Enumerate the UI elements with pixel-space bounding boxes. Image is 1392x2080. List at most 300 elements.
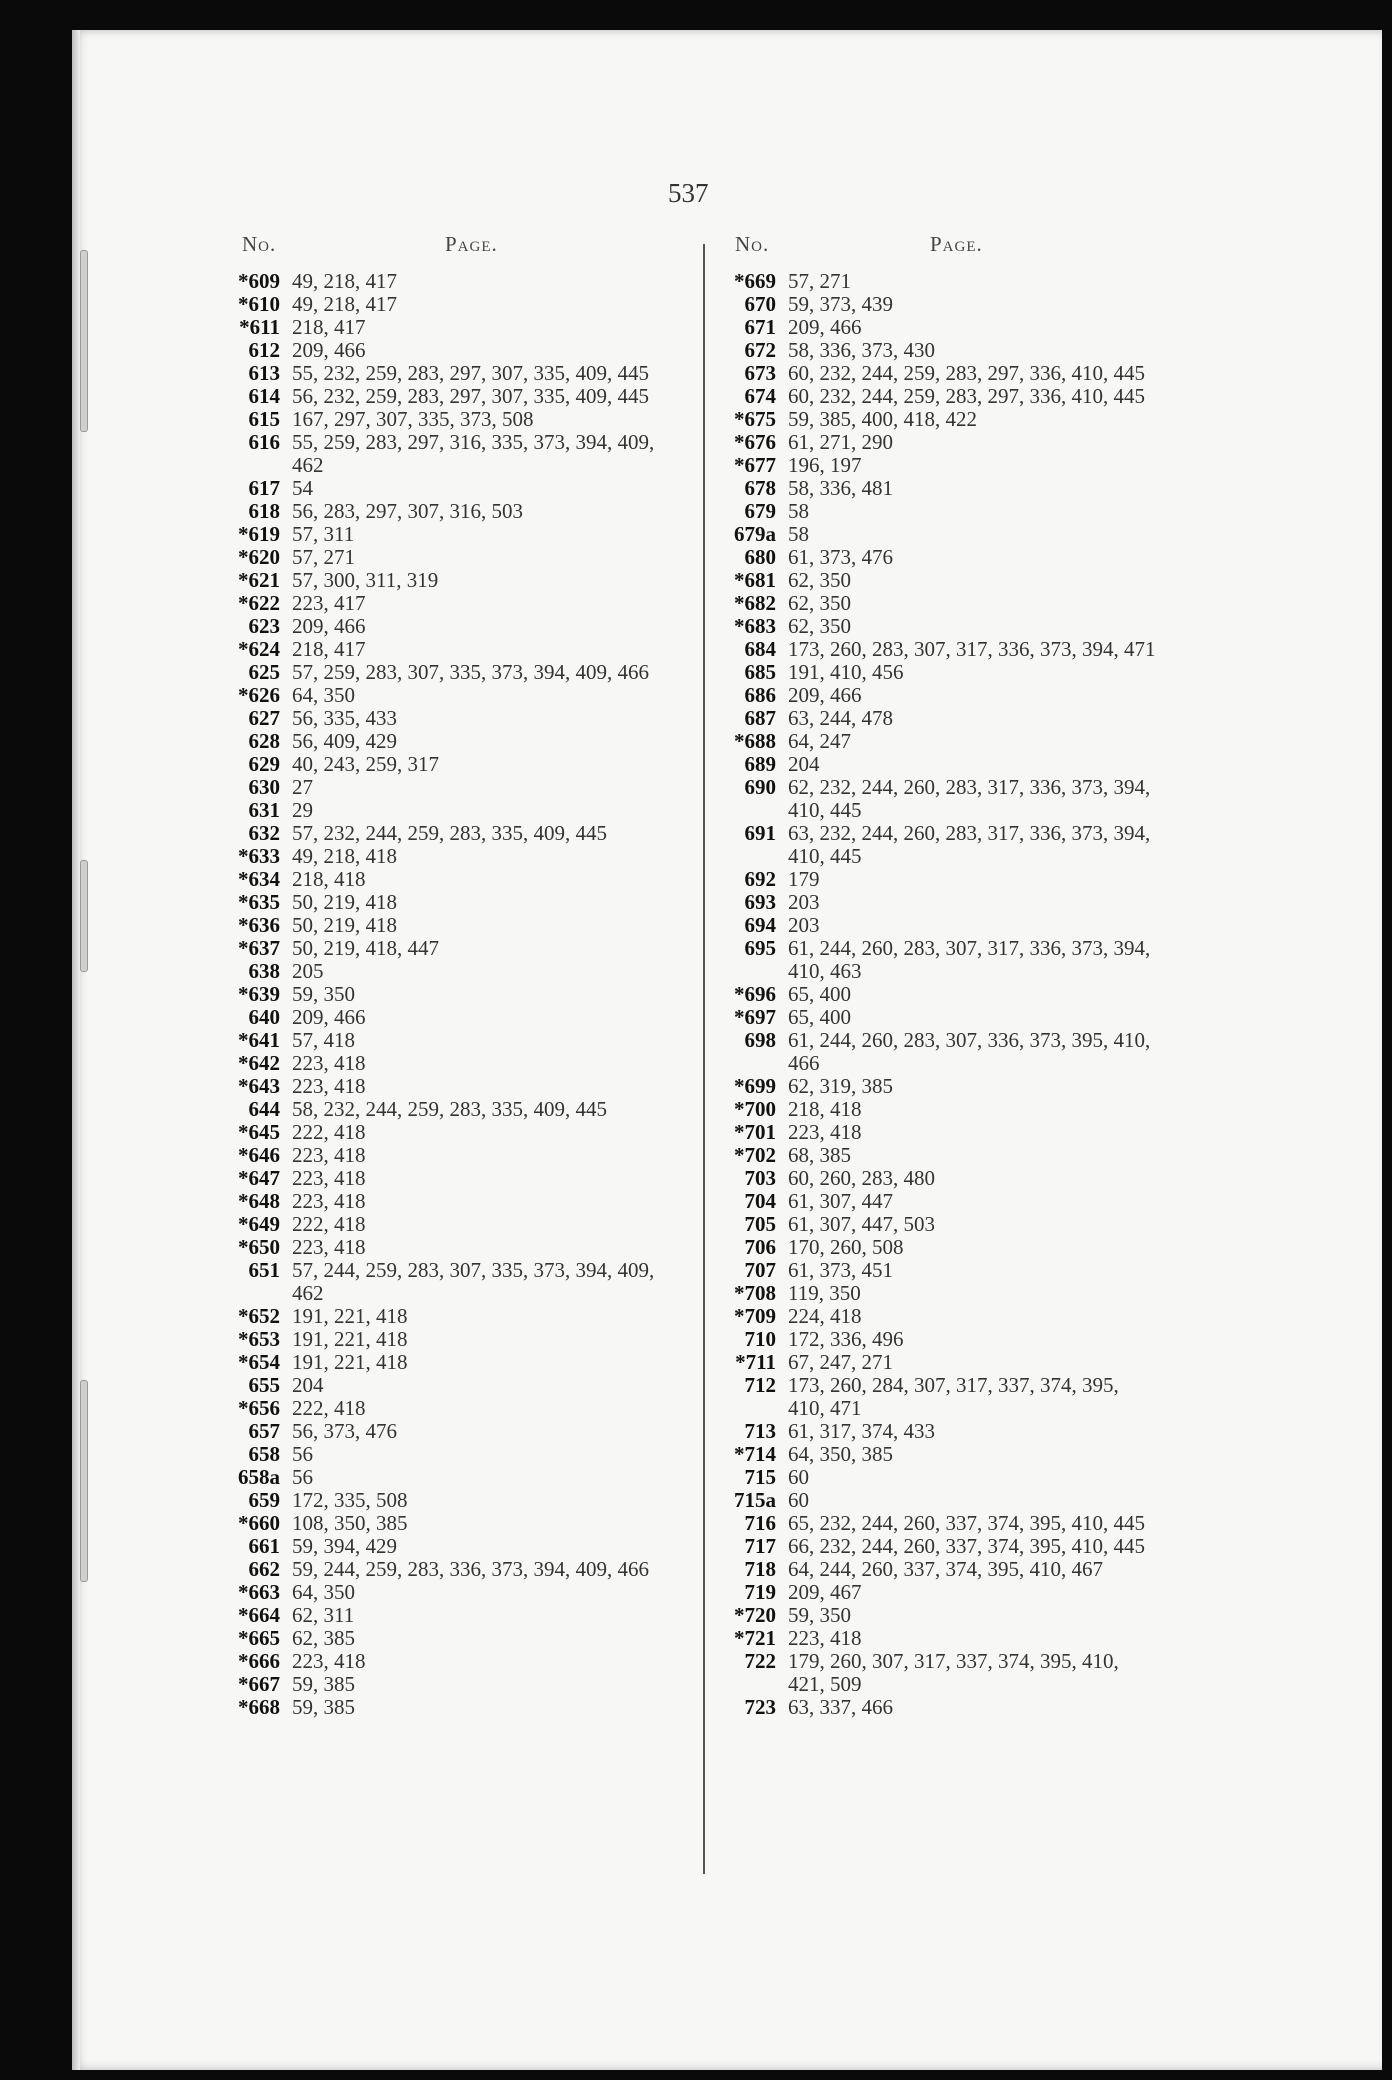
entry-pages: 57, 300, 311, 319 (292, 568, 439, 592)
entry-number: 661 (248, 1534, 280, 1558)
entry-pages: 40, 243, 259, 317 (292, 752, 439, 776)
entry-number: 644 (248, 1097, 280, 1121)
entry-pages: 59, 385, 400, 418, 422 (788, 407, 977, 431)
entry-pages: 59, 350 (292, 982, 355, 1006)
index-entry (718, 1121, 1158, 1144)
entry-pages: 191, 221, 418 (292, 1350, 408, 1374)
entry-pages: 205 (292, 959, 324, 983)
index-entry (718, 1075, 1158, 1098)
entry-pages: 62, 311 (292, 1603, 355, 1627)
entry-pages: 57, 311 (292, 522, 355, 546)
index-entry (222, 1121, 662, 1144)
entry-pages: 68, 385 (788, 1143, 851, 1167)
entry-pages: 65, 400 (788, 1005, 851, 1029)
entry-number: 695 (744, 936, 776, 960)
entry-number: 717 (744, 1534, 776, 1558)
entry-pages: 179, 260, 307, 317, 337, 374, 395, 410, 421, 509 (788, 1649, 1119, 1696)
index-entry (222, 799, 662, 822)
entry-pages: 218, 418 (788, 1097, 862, 1121)
entry-pages: 209, 467 (788, 1580, 862, 1604)
entry-number: 679 (744, 499, 776, 523)
index-entry (718, 1282, 1158, 1305)
index-entry (222, 638, 662, 661)
entry-number: *635 (238, 890, 280, 914)
index-entry (718, 730, 1158, 753)
entry-pages: 61, 244, 260, 283, 307, 336, 373, 395, 410, 466 (788, 1028, 1151, 1075)
entry-pages: 62, 319, 385 (788, 1074, 893, 1098)
entry-pages: 56 (292, 1465, 313, 1489)
index-entry (222, 1512, 662, 1535)
index-entry (718, 822, 1158, 868)
entry-pages: 59, 244, 259, 283, 336, 373, 394, 409, 466 (292, 1557, 649, 1581)
index-entry (718, 1190, 1158, 1213)
entry-number: 629 (248, 752, 280, 776)
index-entry (222, 1535, 662, 1558)
entry-number: 687 (744, 706, 776, 730)
entry-number: 719 (744, 1580, 776, 1604)
entry-pages: 65, 232, 244, 260, 337, 374, 395, 410, 445 (788, 1511, 1145, 1535)
index-entry (222, 339, 662, 362)
entry-number: *720 (734, 1603, 776, 1627)
entry-number: 690 (744, 775, 776, 799)
entry-number: *677 (734, 453, 776, 477)
entry-pages: 203 (788, 913, 820, 937)
entry-pages: 223, 418 (292, 1074, 366, 1098)
entry-number: 674 (744, 384, 776, 408)
index-entry (222, 1305, 662, 1328)
entry-number: 689 (744, 752, 776, 776)
entry-pages: 62, 385 (292, 1626, 355, 1650)
entry-number: 614 (248, 384, 280, 408)
entry-pages: 59, 385 (292, 1672, 355, 1696)
entry-pages: 108, 350, 385 (292, 1511, 408, 1535)
index-entry (222, 592, 662, 615)
index-entry (718, 1374, 1158, 1420)
index-entry (718, 431, 1158, 454)
entry-pages: 50, 219, 418 (292, 890, 397, 914)
entry-number: 613 (248, 361, 280, 385)
entry-number: *666 (238, 1649, 280, 1673)
entry-pages: 49, 218, 417 (292, 269, 397, 293)
entry-pages: 66, 232, 244, 260, 337, 374, 395, 410, 445 (788, 1534, 1145, 1558)
index-entry (222, 1466, 662, 1489)
entry-number: *665 (238, 1626, 280, 1650)
entry-number: *637 (238, 936, 280, 960)
entry-number: *634 (238, 867, 280, 891)
index-entry (222, 1190, 662, 1213)
index-entry (718, 1581, 1158, 1604)
index-entry (222, 546, 662, 569)
entry-pages: 191, 221, 418 (292, 1327, 408, 1351)
entry-pages: 223, 418 (292, 1166, 366, 1190)
index-entry (222, 1144, 662, 1167)
entry-number: 715a (734, 1488, 776, 1512)
entry-pages: 54 (292, 476, 313, 500)
entry-number: 698 (744, 1028, 776, 1052)
right-header-no: No. (735, 232, 770, 256)
entry-pages: 57, 244, 259, 283, 307, 335, 373, 394, 409, 462 (292, 1258, 655, 1305)
entry-number: *696 (734, 982, 776, 1006)
index-entry (222, 1236, 662, 1259)
index-entry (718, 868, 1158, 891)
index-entry (718, 569, 1158, 592)
entry-pages: 223, 418 (292, 1189, 366, 1213)
entry-pages: 59, 350 (788, 1603, 851, 1627)
index-entry (718, 776, 1158, 822)
entry-pages: 65, 400 (788, 982, 851, 1006)
index-entry (718, 1650, 1158, 1696)
entry-pages: 58, 336, 373, 430 (788, 338, 935, 362)
entry-number: 662 (248, 1557, 280, 1581)
entry-number: *676 (734, 430, 776, 454)
index-entry (222, 1443, 662, 1466)
entry-number: 678 (744, 476, 776, 500)
entry-pages: 61, 307, 447, 503 (788, 1212, 935, 1236)
entry-number: 630 (248, 775, 280, 799)
index-entry (718, 1489, 1158, 1512)
index-entry (718, 477, 1158, 500)
index-entry (222, 891, 662, 914)
entry-number: 617 (248, 476, 280, 500)
index-entry (222, 408, 662, 431)
entry-pages: 172, 335, 508 (292, 1488, 408, 1512)
entry-pages: 223, 417 (292, 591, 366, 615)
index-entry (222, 1696, 662, 1719)
index-entry (222, 1558, 662, 1581)
index-entry (718, 983, 1158, 1006)
right-header-page: Page. (930, 232, 983, 256)
entry-pages: 62, 232, 244, 260, 283, 317, 336, 373, 394, 410, 445 (788, 775, 1151, 822)
entry-number: *683 (734, 614, 776, 638)
entry-number: 679a (734, 522, 776, 546)
index-entry (222, 523, 662, 546)
index-entry (718, 523, 1158, 546)
entry-pages: 49, 218, 417 (292, 292, 397, 316)
index-entry (222, 1052, 662, 1075)
index-entry (718, 546, 1158, 569)
entry-pages: 59, 373, 439 (788, 292, 893, 316)
entry-pages: 59, 394, 429 (292, 1534, 397, 1558)
entry-number: *699 (734, 1074, 776, 1098)
index-entry (222, 362, 662, 385)
index-entry (222, 822, 662, 845)
entry-number: 618 (248, 499, 280, 523)
entry-pages: 170, 260, 508 (788, 1235, 904, 1259)
entry-number: *721 (734, 1626, 776, 1650)
entry-number: 685 (744, 660, 776, 684)
entry-number: 627 (248, 706, 280, 730)
entry-pages: 56, 232, 259, 283, 297, 307, 335, 409, 445 (292, 384, 649, 408)
entry-number: *642 (238, 1051, 280, 1075)
entry-number: 625 (248, 660, 280, 684)
entry-number: *653 (238, 1327, 280, 1351)
index-entry (222, 937, 662, 960)
entry-number: *645 (238, 1120, 280, 1144)
index-entry (222, 1650, 662, 1673)
entry-number: 638 (248, 959, 280, 983)
index-entry (222, 1328, 662, 1351)
entry-pages: 61, 373, 476 (788, 545, 893, 569)
page-number: 537 (668, 178, 709, 208)
entry-number: 716 (744, 1511, 776, 1535)
entry-number: 691 (744, 821, 776, 845)
entry-pages: 223, 418 (292, 1051, 366, 1075)
entry-pages: 209, 466 (788, 683, 862, 707)
entry-number: *701 (734, 1120, 776, 1144)
entry-pages: 62, 350 (788, 591, 851, 615)
entry-number: *647 (238, 1166, 280, 1190)
entry-pages: 56, 283, 297, 307, 316, 503 (292, 499, 523, 523)
index-entry (718, 1236, 1158, 1259)
entry-number: 673 (744, 361, 776, 385)
entry-number: *711 (735, 1350, 776, 1374)
entry-pages: 204 (788, 752, 820, 776)
entry-number: *620 (238, 545, 280, 569)
index-entry (222, 1420, 662, 1443)
entry-number: *656 (238, 1396, 280, 1420)
entry-number: 693 (744, 890, 776, 914)
index-entry (222, 1006, 662, 1029)
entry-number: *697 (734, 1005, 776, 1029)
entry-pages: 55, 232, 259, 283, 297, 307, 335, 409, 445 (292, 361, 649, 385)
index-entry (718, 1029, 1158, 1075)
entry-pages: 63, 337, 466 (788, 1695, 893, 1719)
index-entry (222, 753, 662, 776)
entry-pages: 209, 466 (292, 338, 366, 362)
entry-number: 615 (248, 407, 280, 431)
entry-number: *700 (734, 1097, 776, 1121)
index-entry (222, 1604, 662, 1627)
entry-pages: 62, 350 (788, 568, 851, 592)
index-entry (222, 1581, 662, 1604)
entry-number: *709 (734, 1304, 776, 1328)
entry-number: 692 (744, 867, 776, 891)
entry-number: *624 (238, 637, 280, 661)
entry-number: *626 (238, 683, 280, 707)
index-entry (718, 914, 1158, 937)
index-entry (222, 845, 662, 868)
index-entry (718, 1305, 1158, 1328)
entry-pages: 218, 418 (292, 867, 366, 891)
entry-pages: 58 (788, 499, 809, 523)
entry-number: 655 (248, 1373, 280, 1397)
entry-pages: 218, 417 (292, 315, 366, 339)
entry-number: *646 (238, 1143, 280, 1167)
entry-pages: 64, 350, 385 (788, 1442, 893, 1466)
entry-number: *682 (734, 591, 776, 615)
index-entry (222, 1374, 662, 1397)
entry-pages: 119, 350 (788, 1281, 861, 1305)
index-entry (718, 1213, 1158, 1236)
index-entry (718, 1604, 1158, 1627)
entry-number: 631 (248, 798, 280, 822)
entry-number: 658 (248, 1442, 280, 1466)
index-entry (222, 661, 662, 684)
entry-pages: 223, 418 (788, 1626, 862, 1650)
entry-number: *688 (734, 729, 776, 753)
entry-pages: 50, 219, 418 (292, 913, 397, 937)
entry-number: *649 (238, 1212, 280, 1236)
entry-number: 670 (744, 292, 776, 316)
index-entry (718, 638, 1158, 661)
index-entry (718, 362, 1158, 385)
binding-hole-middle (80, 860, 88, 972)
entry-number: 684 (744, 637, 776, 661)
index-entry (718, 1512, 1158, 1535)
entry-number: 671 (744, 315, 776, 339)
binding-hole-top (80, 250, 88, 432)
entry-pages: 61, 373, 451 (788, 1258, 893, 1282)
entry-pages: 60, 232, 244, 259, 283, 297, 336, 410, 445 (788, 361, 1145, 385)
entry-number: *708 (734, 1281, 776, 1305)
entry-number: *621 (238, 568, 280, 592)
index-entry (222, 1351, 662, 1374)
entry-pages: 61, 307, 447 (788, 1189, 893, 1213)
index-entry (222, 500, 662, 523)
entry-pages: 60, 232, 244, 259, 283, 297, 336, 410, 445 (788, 384, 1145, 408)
entry-number: 705 (744, 1212, 776, 1236)
entry-number: *702 (734, 1143, 776, 1167)
index-entry (718, 615, 1158, 638)
index-entry (222, 293, 662, 316)
entry-number: 616 (248, 430, 280, 454)
index-entry (718, 891, 1158, 914)
entry-pages: 223, 418 (292, 1649, 366, 1673)
entry-pages: 60, 260, 283, 480 (788, 1166, 935, 1190)
index-entry (222, 1673, 662, 1696)
entry-pages: 55, 259, 283, 297, 316, 335, 373, 394, 409, 462 (292, 430, 655, 477)
index-entry (222, 385, 662, 408)
entry-number: *667 (238, 1672, 280, 1696)
entry-pages: 56, 373, 476 (292, 1419, 397, 1443)
index-entry (222, 1075, 662, 1098)
entry-number: *654 (238, 1350, 280, 1374)
index-entry (718, 684, 1158, 707)
entry-pages: 204 (292, 1373, 324, 1397)
entry-pages: 209, 466 (292, 614, 366, 638)
index-entry (222, 1397, 662, 1420)
index-entry (718, 293, 1158, 316)
entry-pages: 223, 418 (788, 1120, 862, 1144)
entry-number: *610 (238, 292, 280, 316)
entry-number: 718 (744, 1557, 776, 1581)
entry-number: 712 (744, 1373, 776, 1397)
entry-pages: 29 (292, 798, 313, 822)
entry-pages: 203 (788, 890, 820, 914)
index-entry (718, 1328, 1158, 1351)
index-entry (222, 983, 662, 1006)
index-entry (718, 1420, 1158, 1443)
entry-number: *652 (238, 1304, 280, 1328)
entry-pages: 57, 271 (788, 269, 851, 293)
entry-number: 628 (248, 729, 280, 753)
index-entry (718, 339, 1158, 362)
entry-pages: 57, 418 (292, 1028, 355, 1052)
entry-number: 694 (744, 913, 776, 937)
index-entry (222, 868, 662, 891)
entry-pages: 49, 218, 418 (292, 844, 397, 868)
page-fold (72, 30, 80, 2070)
entry-pages: 63, 244, 478 (788, 706, 893, 730)
entry-pages: 56, 335, 433 (292, 706, 397, 730)
entry-pages: 224, 418 (788, 1304, 862, 1328)
index-entry (718, 270, 1158, 293)
entry-pages: 173, 260, 283, 307, 317, 336, 373, 394, 471 (788, 637, 1156, 661)
entry-number: 651 (248, 1258, 280, 1282)
entry-number: *639 (238, 982, 280, 1006)
index-entry (718, 1351, 1158, 1374)
entry-number: 632 (248, 821, 280, 845)
entry-number: 707 (744, 1258, 776, 1282)
index-entry (718, 1466, 1158, 1489)
left-header-no: No. (242, 232, 277, 256)
entry-pages: 63, 232, 244, 260, 283, 317, 336, 373, 394, 410, 445 (788, 821, 1151, 868)
entry-pages: 209, 466 (292, 1005, 366, 1029)
entry-number: *636 (238, 913, 280, 937)
index-entry (718, 1443, 1158, 1466)
index-entry (222, 776, 662, 799)
index-entry (718, 500, 1158, 523)
entry-pages: 218, 417 (292, 637, 366, 661)
index-entry (222, 1029, 662, 1052)
index-entry (222, 1213, 662, 1236)
index-entry (718, 1627, 1158, 1650)
index-entry (718, 1558, 1158, 1581)
entry-pages: 57, 271 (292, 545, 355, 569)
entry-pages: 191, 221, 418 (292, 1304, 408, 1328)
entry-pages: 61, 271, 290 (788, 430, 893, 454)
entry-pages: 64, 247 (788, 729, 851, 753)
index-entry (222, 1259, 662, 1305)
index-entry (718, 1696, 1158, 1719)
entry-pages: 223, 418 (292, 1143, 366, 1167)
entry-pages: 209, 466 (788, 315, 862, 339)
index-entry (222, 707, 662, 730)
entry-pages: 64, 350 (292, 683, 355, 707)
entry-number: 710 (744, 1327, 776, 1351)
entry-number: 658a (238, 1465, 280, 1489)
entry-pages: 59, 385 (292, 1695, 355, 1719)
index-entry (718, 1167, 1158, 1190)
entry-pages: 61, 244, 260, 283, 307, 317, 336, 373, 394, 410, 463 (788, 936, 1151, 983)
entry-pages: 56, 409, 429 (292, 729, 397, 753)
entry-number: *660 (238, 1511, 280, 1535)
entry-number: 686 (744, 683, 776, 707)
index-entry (718, 385, 1158, 408)
entry-number: *681 (734, 568, 776, 592)
entry-pages: 60 (788, 1488, 809, 1512)
entry-number: *663 (238, 1580, 280, 1604)
index-entry (222, 914, 662, 937)
entry-number: 623 (248, 614, 280, 638)
entry-pages: 27 (292, 775, 313, 799)
entry-number: 612 (248, 338, 280, 362)
index-entry (222, 431, 662, 477)
entry-pages: 222, 418 (292, 1396, 366, 1420)
index-entry (222, 270, 662, 293)
index-entry (718, 1006, 1158, 1029)
entry-number: 680 (744, 545, 776, 569)
index-entry (718, 753, 1158, 776)
entry-number: 706 (744, 1235, 776, 1259)
entry-number: *648 (238, 1189, 280, 1213)
entry-pages: 64, 350 (292, 1580, 355, 1604)
entry-number: *609 (238, 269, 280, 293)
index-entry (718, 1144, 1158, 1167)
index-entry (718, 454, 1158, 477)
binding-hole-bottom (80, 1380, 88, 1582)
entry-pages: 67, 247, 271 (788, 1350, 893, 1374)
